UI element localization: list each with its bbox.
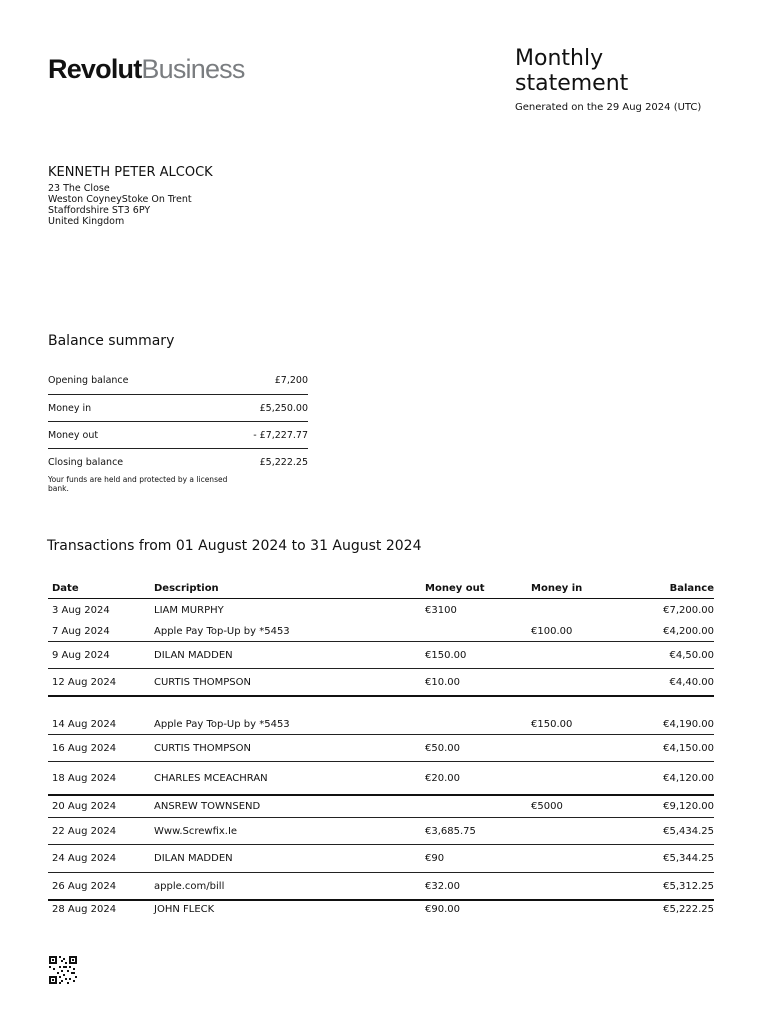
brand-name: Revolut [48,54,142,84]
table-row [48,669,714,697]
balance-summary-title: Balance summary [48,333,175,349]
cell-description: CHARLES MCEACHRAN [154,772,268,784]
cell-balance: €5,344.25 [663,853,714,864]
cell-description: DILAN MADDEN [154,649,233,661]
address-line: Staffordshire ST3 6PY [48,205,151,216]
header-balance: Balance [669,582,714,594]
cell-balance: €4,40.00 [669,676,714,688]
cell-balance: €4,120.00 [663,772,714,784]
summary-label: Money out [48,429,99,441]
cell-date: 3 Aug 2024 [52,605,110,616]
customer-name: KENNETH PETER ALCOCK [48,165,213,180]
cell-description: Apple Pay Top-Up by *5453 [154,719,290,730]
cell-money-out: €90 [425,853,445,864]
cell-money-in: €100.00 [531,626,573,637]
cell-description: CURTIS THOMPSON [154,742,251,754]
summary-value: £7,200 [274,374,308,386]
cell-money-out: €32.00 [425,880,460,892]
cell-description: JOHN FLECK [154,903,215,915]
cell-description: CURTIS THOMPSON [154,676,251,688]
summary-label: Money in [48,402,92,414]
summary-row-money-out [48,422,308,449]
cell-money-out: €3,685.75 [425,825,476,837]
generated-date: Generated on the 29 Aug 2024 (UTC) [515,102,702,113]
row-spacer [48,697,714,715]
summary-value: £5,250.00 [259,402,308,414]
cell-description: ANSREW TOWNSEND [154,801,261,812]
cell-balance: €9,120.00 [663,801,714,812]
table-row [48,796,714,818]
summary-row-opening [48,366,308,395]
cell-description: Apple Pay Top-Up by *5453 [154,626,290,637]
header-description: Description [154,582,219,594]
address-line: United Kingdom [48,216,125,227]
cell-description: apple.com/bill [154,880,225,892]
cell-money-in: €5000 [531,801,563,812]
table-row [48,762,714,796]
qr-code-icon [49,956,77,984]
cell-money-out: €90.00 [425,903,460,915]
summary-value: £5,222.25 [259,456,308,468]
cell-balance: €7,200.00 [663,605,714,616]
cell-date: 9 Aug 2024 [52,649,110,661]
cell-description: LIAM MURPHY [154,605,224,616]
cell-money-out: €50.00 [425,742,460,754]
cell-date: 16 Aug 2024 [52,742,117,754]
address-line: 23 The Close [48,183,110,194]
cell-date: 14 Aug 2024 [52,719,117,730]
transactions-table [48,578,714,917]
header-money-out: Money out [425,582,485,594]
cell-balance: €4,150.00 [663,742,714,754]
summary-row-closing [48,449,308,475]
cell-description: DILAN MADDEN [154,853,233,864]
table-row [48,715,714,735]
brand-suffix: Business [141,54,245,84]
cell-money-out: €150.00 [425,649,467,661]
cell-balance: €4,190.00 [663,719,714,730]
funds-protection-note: Your funds are held and protected by a licensed bank. [48,475,228,493]
cell-money-out: €20.00 [425,772,460,784]
cell-balance: €4,50.00 [669,649,714,661]
summary-label: Opening balance [48,374,129,386]
transactions-title: Transactions from 01 August 2024 to 31 August 2024 [47,538,422,554]
header-date: Date [52,582,79,594]
cell-money-out: €10.00 [425,676,460,688]
cell-description: Www.Screwfix.Ie [154,825,238,837]
cell-date: 18 Aug 2024 [52,772,117,784]
brand-logo [48,54,245,85]
cell-date: 28 Aug 2024 [52,903,117,915]
cell-money-in: €150.00 [531,719,573,730]
table-row [48,735,714,762]
table-header [48,578,714,599]
cell-balance: €5,434.25 [663,825,714,837]
cell-date: 24 Aug 2024 [52,853,117,864]
summary-label: Closing balance [48,456,124,468]
cell-date: 26 Aug 2024 [52,880,117,892]
table-row [48,622,714,642]
customer-address [48,183,192,227]
table-row [48,873,714,901]
table-row [48,845,714,873]
summary-value: - £7,227.77 [253,429,308,441]
cell-money-out: €3100 [425,605,457,616]
table-row [48,599,714,622]
cell-date: 12 Aug 2024 [52,676,117,688]
cell-date: 7 Aug 2024 [52,626,110,637]
cell-balance: €5,222.25 [663,903,714,915]
summary-row-money-in [48,395,308,422]
balance-summary-table [48,366,308,475]
table-row [48,901,714,917]
cell-date: 22 Aug 2024 [52,825,117,837]
cell-balance: €4,200.00 [663,626,714,637]
statement-title: Monthly statement [515,46,629,96]
table-row [48,642,714,669]
address-line: Weston CoyneyStoke On Trent [48,194,192,205]
table-row [48,818,714,845]
cell-balance: €5,312.25 [663,880,714,892]
header-money-in: Money in [531,582,583,594]
cell-date: 20 Aug 2024 [52,801,117,812]
